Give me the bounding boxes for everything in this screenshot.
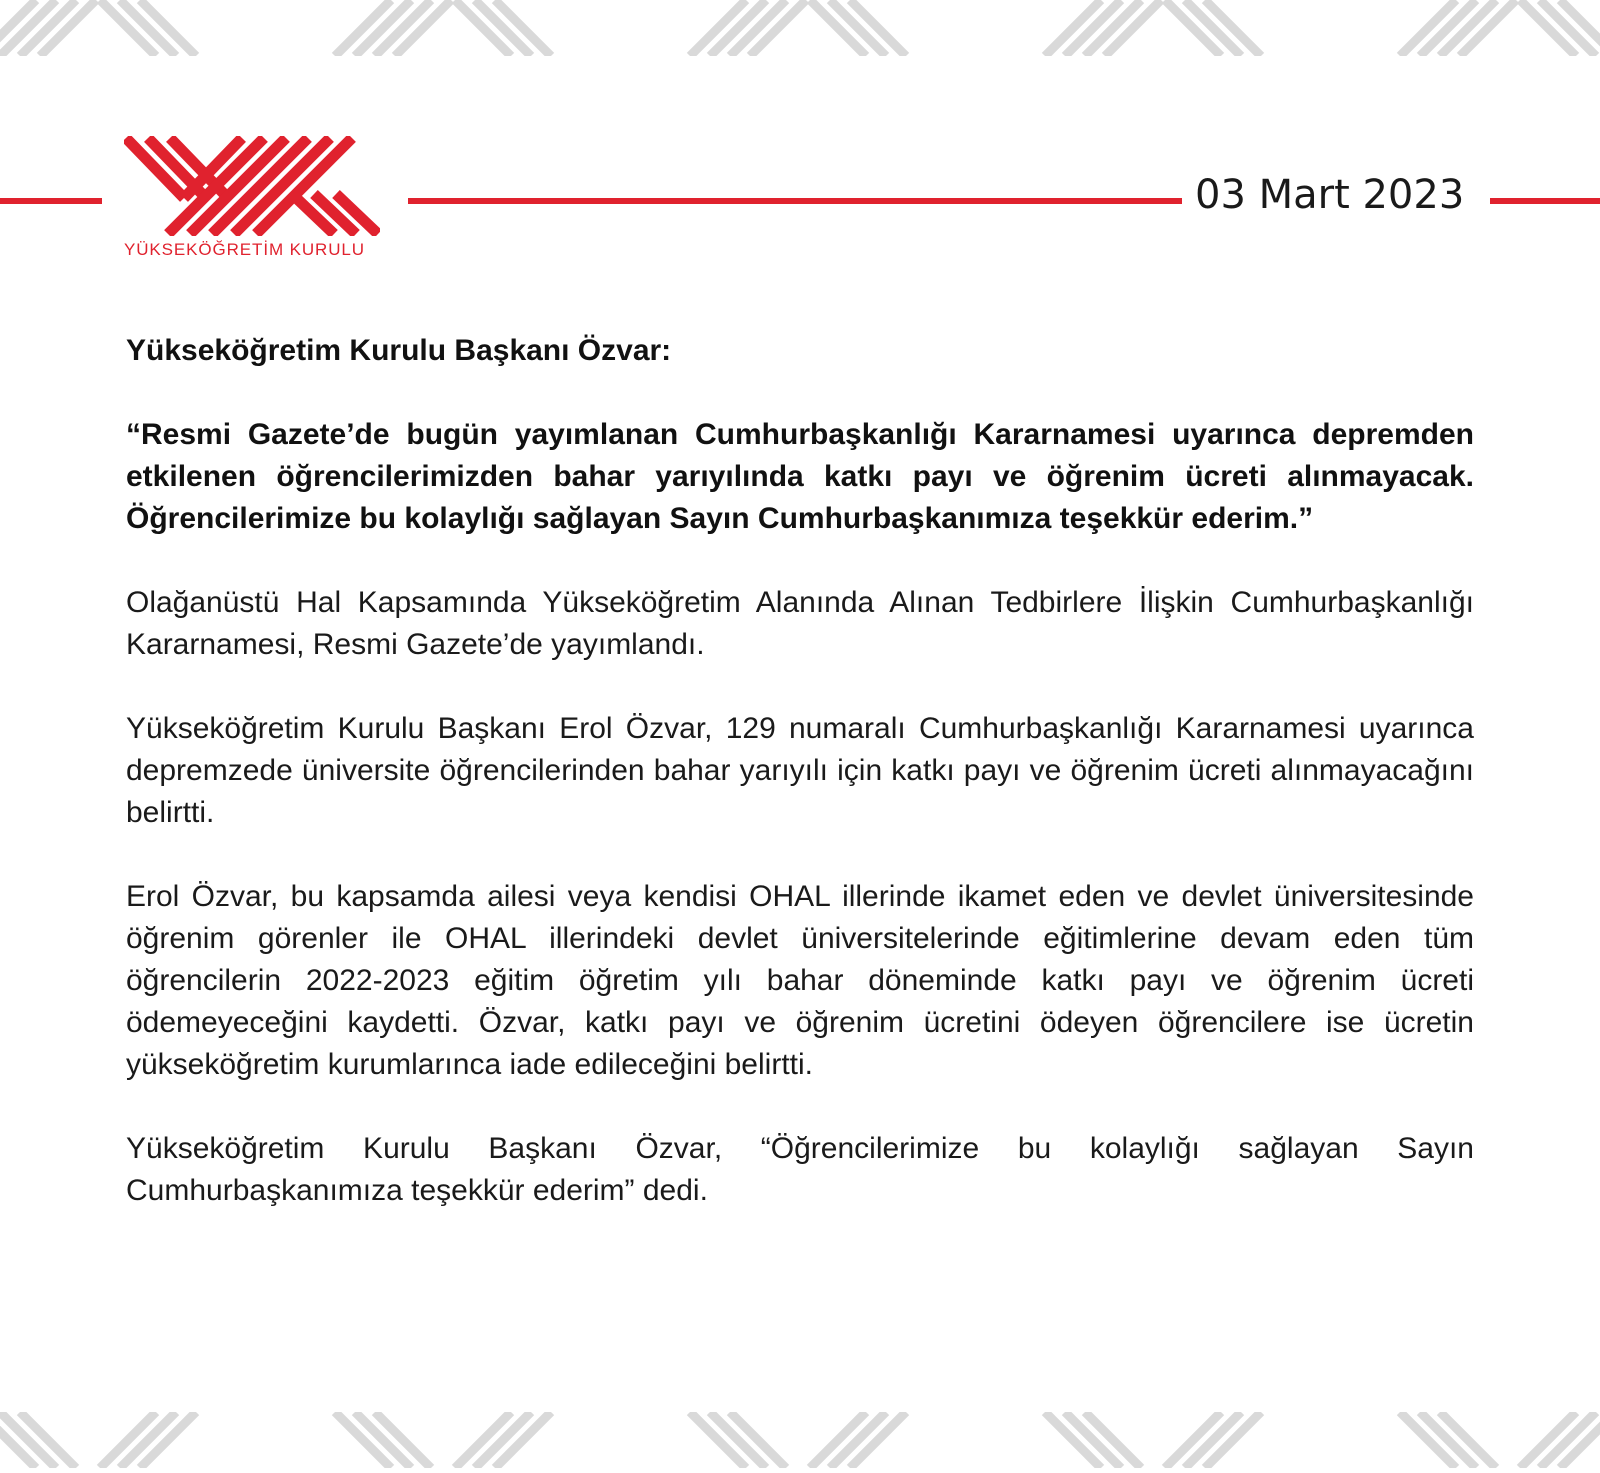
press-release-heading: Yükseköğretim Kurulu Başkanı Özvar: [126,334,672,367]
header-rule-left [0,198,102,204]
yok-logo [124,136,380,266]
press-release-quote: “Resmi Gazete’de bugün yayımlanan Cumhurbaşkanlığı Kararnamesi uyarınca depremden etkilenen öğrencilerimizden bahar yarıyılında katkı payı ve öğrenim ücreti alınmayacak. Öğrencilerimize bu kolaylığı sağlayan Sayın Cumhurbaşkanımıza teşekkür ederim.” [126,418,1474,535]
header-rule-middle [408,198,1182,204]
paragraph: Erol Özvar, bu kapsamda ailesi veya kendisi OHAL illerinde ikamet eden ve devlet üniversitesinde öğrenim görenler ile OHAL illerindeki devlet üniversitelerinde eğitimlerine devam eden tüm öğrencilerin 2022-2023 eğitim öğretim yılı bahar döneminde katkı payı ve öğrenim ücreti ödemeyeceğini kaydetti. Özvar, katkı payı ve öğrenim ücretini ödeyen öğrencilere ise ücretin yükseköğretim kurumlarınca iade edileceğini belirtti. [126,880,1474,1081]
paragraph: Yükseköğretim Kurulu Başkanı Özvar, “Öğrencilerimize bu kolaylığı sağlayan Sayın Cumhurbaşkanımıza teşekkür ederim” dedi. [126,1132,1474,1207]
top-pattern-band [0,0,1600,56]
bottom-pattern-band [0,1412,1600,1468]
press-release-body [126,330,1474,1254]
header-rule-right [1490,198,1600,204]
yok-logo-icon [124,136,380,236]
paragraph: Olağanüstü Hal Kapsamında Yükseköğretim Alanında Alınan Tedbirlere İlişkin Cumhurbaşkanlığı Kararnamesi, Resmi Gazete’de yayımlandı. [126,586,1474,661]
press-release-date: 03 Mart 2023 [1195,172,1465,218]
paragraph: Yükseköğretim Kurulu Başkanı Erol Özvar, 129 numaralı Cumhurbaşkanlığı Kararnamesi uyarınca depremzede üniversite öğrencilerinden bahar yarıyılı için katkı payı ve öğrenim ücreti alınmayacağını belirtti. [126,712,1474,829]
logo-wordmark: YÜKSEKÖĞRETİM KURULU [124,240,365,259]
